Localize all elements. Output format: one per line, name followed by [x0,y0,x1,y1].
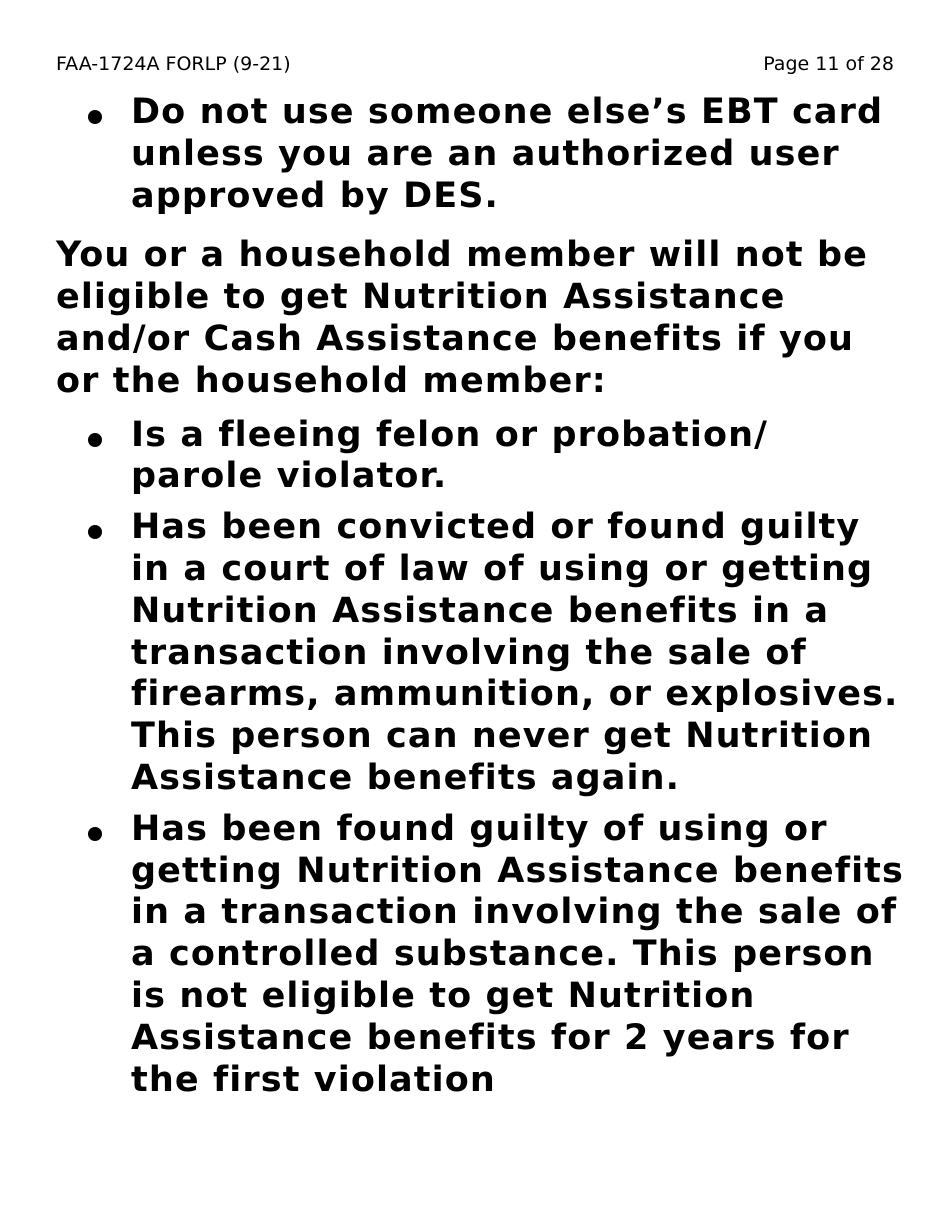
document-body [56,92,906,1101]
bullet-icon [88,433,102,447]
page-number: Page 11 of 28 [763,53,894,75]
list-item [56,809,906,1102]
list-item-text: Has been convicted or found guilty in a court of law of using or getting Nutrition Assistance benefits in a transaction involving the sale of firearms, ammunition, or explosives. This person can never get Nutrition Assistance benefits again. [131,507,899,798]
bullet-list-ebt [56,92,906,217]
bullet-list-ineligibility [56,415,906,1102]
list-item-text: Is a fleeing felon or probation/ parole violator. [131,414,769,497]
bullet-icon [88,110,102,124]
bullet-icon [88,827,102,841]
list-item-text: Has been found guilty of using or getting Nutrition Assistance benefits in a transaction involving the sale of a controlled substance. This person is not eligible to get Nutrition Assistance benefits for 2 years for the first violation [131,808,904,1100]
bullet-icon [88,525,102,539]
page-header [56,52,894,76]
list-item [56,507,906,800]
eligibility-paragraph: You or a household member will not be eligible to get Nutrition Assistance and/or Cash Assistance benefits if you or the household member: [56,235,869,401]
list-item [56,415,906,499]
list-item [56,92,906,217]
list-item-text: Do not use someone else’s EBT card unless you are an authorized user approved by DES. [131,92,884,216]
form-id: FAA-1724A FORLP (9-21) [56,53,291,75]
